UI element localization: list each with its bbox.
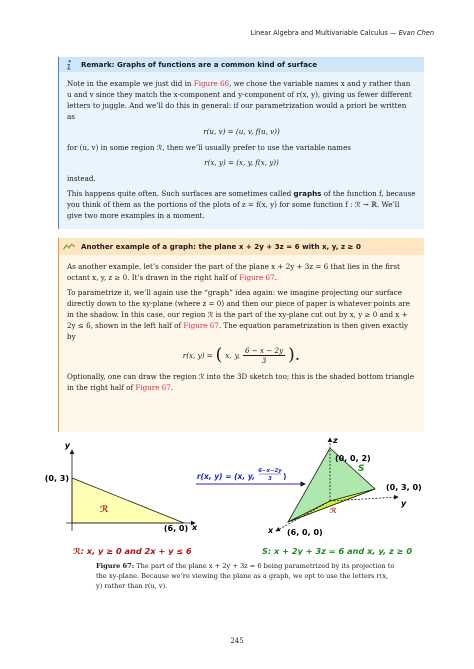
text: of the function f, because you think of them as the portions of the plots of z = f(x, y) for some function f : ℛ → ℝ. We’ll give two more examples in a moment.: [67, 189, 416, 220]
remark-header: [59, 57, 424, 72]
running-head: [251, 29, 434, 37]
surface-label: S: [358, 464, 365, 474]
right-axis-x-label: x: [268, 526, 274, 535]
figure-67-link[interactable]: Figure 67: [135, 383, 171, 392]
caption-label: Figure 67:: [96, 562, 135, 570]
example-header: [59, 238, 424, 255]
example-paragraph-2: [67, 287, 416, 342]
map-label-close: ): [283, 472, 287, 481]
equation-r-xy: r(x, y) = (x, y, f(x, y)): [204, 158, 279, 167]
text: Note in the example we just did in: [67, 79, 194, 88]
example-box: [58, 238, 424, 432]
left-figure-caption: ℛ: x, y ≥ 0 and 2x + y ≤ 6: [73, 546, 192, 555]
text: .: [274, 273, 277, 282]
eq-numerator: 6 − x − 2y: [244, 346, 284, 355]
text: As another example, let’s consider the part of the plane x + 2y + 3z = 6 that lies in the first octant x, y, z ≥ 0. It’s drawn in the right half of: [67, 262, 400, 282]
equation-r-uv: r(u, v) = (u, v, f(u, v)): [203, 127, 280, 136]
parametrization-equation: [67, 346, 416, 365]
left-point-x: (6, 0): [163, 524, 189, 533]
eq-close-paren: ).: [288, 345, 301, 365]
remark-box: [58, 57, 424, 229]
book-title: Linear Algebra and Multivariable Calculus: [250, 29, 388, 37]
left-point-y: (0, 3): [44, 474, 69, 483]
eq-denominator: 3: [261, 356, 267, 365]
right-point-y: (0, 3, 0): [386, 483, 422, 492]
figure-67-link[interactable]: Figure 67: [183, 321, 219, 330]
example-paragraph-3: [67, 371, 416, 393]
example-title: Another example of a graph: the plane x + 2y + 3z = 6 with x, y, z ≥ 0: [81, 242, 361, 251]
text: , we chose the variable names x and y rather than u and v since they match the x-component and y-component of r(x, y), giving us fewer different letters to juggle. And we’ll do this in general: if our parametrization would a priori be written as: [67, 79, 412, 121]
text: This happens quite often. Such surfaces are sometimes called: [67, 189, 294, 198]
text: . The equation parametrization is then given exactly by: [67, 321, 409, 341]
page-number: 245: [230, 637, 244, 645]
right-region-label: ℛ: [330, 507, 337, 515]
trend-icon: [63, 242, 75, 251]
term-graphs: graphs: [293, 189, 322, 198]
figure-67-link[interactable]: Figure 67: [239, 273, 275, 282]
eq-x: x,: [225, 351, 232, 360]
remark-paragraph-4: [67, 188, 416, 221]
map-label-lhs: r(x, y) = (x, y,: [196, 472, 255, 481]
book-author: Evan Chen: [398, 29, 434, 37]
remark-paragraph-2: for (u, v) in some region ℛ, then we’ll usually prefer to use the variable names: [67, 143, 351, 152]
right-point-z: (0, 0, 2): [335, 454, 371, 463]
figure-caption: [96, 561, 396, 591]
text: To parametrize it, we’ll again use the “graph” idea again: we imagine projecting our surface directly down to the xy-plane (where z = 0) and then our piece of paper is whatever points are in the shadow. In this case, our region ℛ is the part of the xy-plane cut out by x, y ≥ 0 and x + 2y ≤ 6, shown in the left half of: [67, 288, 411, 330]
example-paragraph-1: [67, 261, 416, 283]
left-axis-y-label: y: [64, 441, 70, 450]
left-axis-x-label: x: [192, 523, 198, 532]
eq-y: y,: [234, 351, 240, 360]
right-point-x: (6, 0, 0): [287, 528, 323, 537]
title-separator: —: [387, 29, 399, 37]
map-label-num: 6−x−2y: [258, 468, 282, 474]
figure-66-link[interactable]: Figure 66: [193, 79, 230, 88]
map-label-den: 3: [268, 476, 272, 482]
eq-fraction: [243, 346, 285, 365]
remark-paragraph-1: [67, 78, 416, 122]
right-axis-z-label: z: [333, 436, 338, 445]
text: Optionally, one can draw the region ℛ into the 3D sketch too; this is the shaded bottom triangle in the right half of: [67, 372, 415, 392]
region-r-2d: [72, 478, 184, 523]
figure-67: [0, 435, 474, 555]
remark-paragraph-3: instead.: [67, 174, 96, 183]
right-axis-y-label: y: [401, 499, 407, 508]
left-region-label: ℛ: [100, 505, 109, 515]
eq-open-paren: (: [215, 345, 223, 365]
remark-title: Remark: Graphs of functions are a common kind of surface: [81, 60, 318, 69]
info-icon: [63, 60, 75, 70]
right-figure-caption: S: x + 2y + 3z = 6 and x, y, z ≥ 0: [262, 546, 413, 555]
text: .: [170, 383, 174, 392]
eq-lhs: r(x, y) =: [182, 351, 213, 360]
caption-text: The part of the plane x + 2y + 3z = 6 being parametrized by its projection to the xy-plane. Because we’re viewing the plane as a graph, we opt to use the letters r(x, y) rather than r(u, v).: [96, 562, 395, 590]
